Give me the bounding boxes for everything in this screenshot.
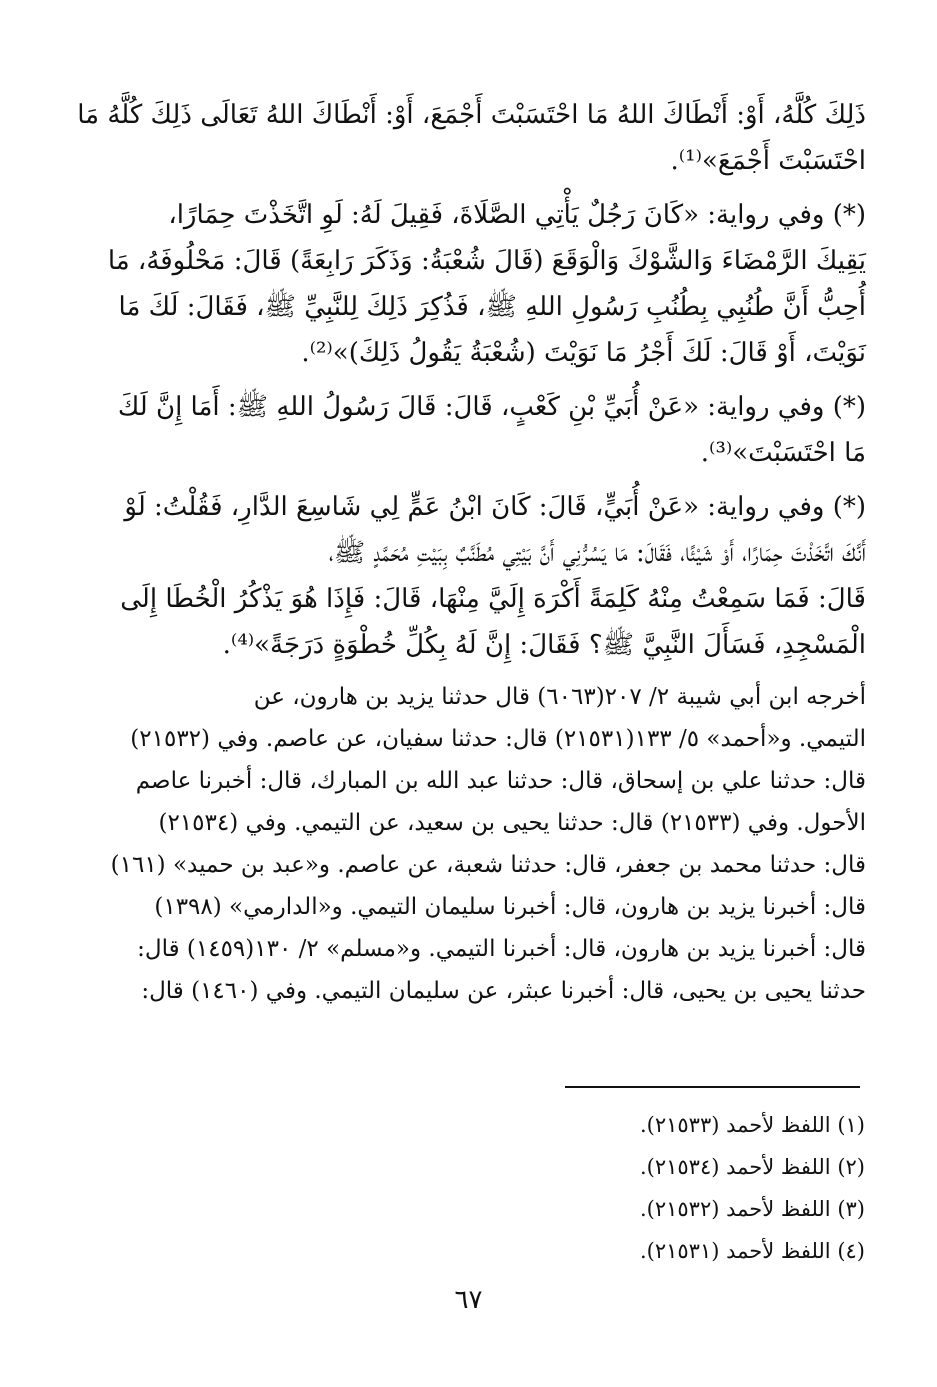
- footnote-item: (٢) اللفظ لأحمد (٢١٥٣٤).: [639, 1155, 865, 1179]
- text-line: قَالَ: فَمَا سَمِعْتُ مِنْهُ كَلِمَةً أَكْرَهَ إِلَيَّ مِنْهَا، قَالَ: فَإِذَا هُوَ يَذْكُرُ الْخُطَا إِلَى: [120, 584, 866, 614]
- text-line: (*) وفي رواية: «كَانَ رَجُلٌ يَأْتِي الصَّلَاةَ، فَقِيلَ لَهُ: لَوِ اتَّخَذْتَ حِمَارًا،: [168, 200, 866, 230]
- footnote-item: (٤) اللفظ لأحمد (٢١٥٣١).: [639, 1239, 865, 1263]
- text-line: أَنَّكَ اتَّخَذْتَ حِمَارًا، أَوْ شَيْئًا، فَقَالَ: مَا يَسُرُّنِي أَنَّ بَيْتِي مُطَنَّبٌ بِبَيْتِ مُحَمَّدٍ ﷺ،: [328, 538, 866, 568]
- text-line: حدثنا يحيى بن يحيى، قال: أخبرنا عبثر، عن سليمان التيمي. وفي (١٤٦٠) قال:: [141, 978, 866, 1004]
- text-line: قال: حدثنا محمد بن جعفر، قال: حدثنا شعبة، عن عاصم. و«عبد بن حميد» (١٦١): [110, 852, 866, 878]
- text-line: نَوَيْتَ، أَوْ قَالَ: لَكَ أَجْرُ مَا نَوَيْتَ (شُعْبَةُ يَقُولُ ذَلِكَ)»⁽²⁾.: [301, 338, 866, 368]
- text-line: مَا احْتَسَبْتَ»⁽³⁾.: [700, 438, 866, 468]
- hadith-paragraph: [118, 484, 866, 668]
- text-line: ذَلِكَ كُلَّهُ، أَوْ: أَنْطَاكَ اللهُ مَا احْتَسَبْتَ أَجْمَعَ، أَوْ: أَنْطَاكَ اللهُ تَعَالَى ذَلِكَ كُلَّهُ مَا: [77, 100, 866, 130]
- text-line: (*) وفي رواية: «عَنْ أُبَيٍّ، قَالَ: كَانَ ابْنُ عَمٍّ لِي شَاسِعَ الدَّارِ، فَقُلْتُ: لَوْ: [124, 492, 866, 522]
- text-line: أخرجه ابن أبي شيبة ٢/ ٢٠٧(٦٠٦٣) قال حدثنا يزيد بن هارون، عن: [253, 684, 866, 710]
- text-line: الأحول. وفي (٢١٥٣٣) قال: حدثنا يحيى بن سعيد، عن التيمي. وفي (٢١٥٣٤): [158, 810, 866, 836]
- footnote-item: (١) اللفظ لأحمد (٢١٥٣٣).: [639, 1113, 865, 1137]
- text-line: احْتَسَبْتَ أَجْمَعَ»⁽¹⁾.: [670, 146, 866, 176]
- footnote-divider: [565, 1086, 860, 1088]
- text-line: التيمي. و«أحمد» ٥/ ١٣٣(٢١٥٣١) قال: حدثنا سفيان، عن عاصم. وفي (٢١٥٣٢): [130, 726, 866, 752]
- text-line: (*) وفي رواية: «عَنْ أُبَيِّ بْنِ كَعْبٍ، قَالَ: قَالَ رَسُولُ اللهِ ﷺ: أَمَا إِنَّ لَكَ: [117, 392, 866, 422]
- main-text: [77, 92, 866, 1012]
- text-line: الْمَسْجِدِ، فَسَأَلَ النَّبِيَّ ﷺ؟ فَقَالَ: إِنَّ لَهُ بِكُلِّ خُطْوَةٍ دَرَجَةً»⁽⁴⁾.: [222, 630, 866, 660]
- hadith-paragraph: [77, 92, 866, 184]
- text-line: أُحِبُّ أَنَّ طُنُبِي بِطُنُبِ رَسُولِ اللهِ ﷺ، فَذُكِرَ ذَلِكَ لِلنَّبِيِّ ﷺ، فَقَالَ: لَكَ مَا: [118, 292, 866, 322]
- text-line: يَقِيكَ الرَّمْضَاءَ وَالشَّوْكَ وَالْوَقَعَ (قَالَ شُعْبَةُ: وَذَكَرَ رَابِعَةً) قَالَ: مَحْلُوفَهُ، مَا: [107, 246, 866, 276]
- takhrij-paragraph: [110, 676, 866, 1012]
- footnote-item: (٣) اللفظ لأحمد (٢١٥٣٢).: [639, 1197, 865, 1221]
- hadith-paragraph: [118, 384, 866, 476]
- footnotes: [465, 1104, 865, 1272]
- text-line: قال: أخبرنا يزيد بن هارون، قال: أخبرنا سليمان التيمي. و«الدارمي» (١٣٩٨): [154, 894, 866, 920]
- hadith-paragraph: [107, 192, 866, 376]
- text-line: قال: أخبرنا يزيد بن هارون، قال: أخبرنا التيمي. و«مسلم» ٢/ ١٣٠(١٤٥٩) قال:: [137, 936, 866, 962]
- page-number: ٦٧: [454, 1285, 483, 1315]
- text-line: قال: حدثنا علي بن إسحاق، قال: حدثنا عبد الله بن المبارك، قال: أخبرنا عاصم: [135, 768, 866, 794]
